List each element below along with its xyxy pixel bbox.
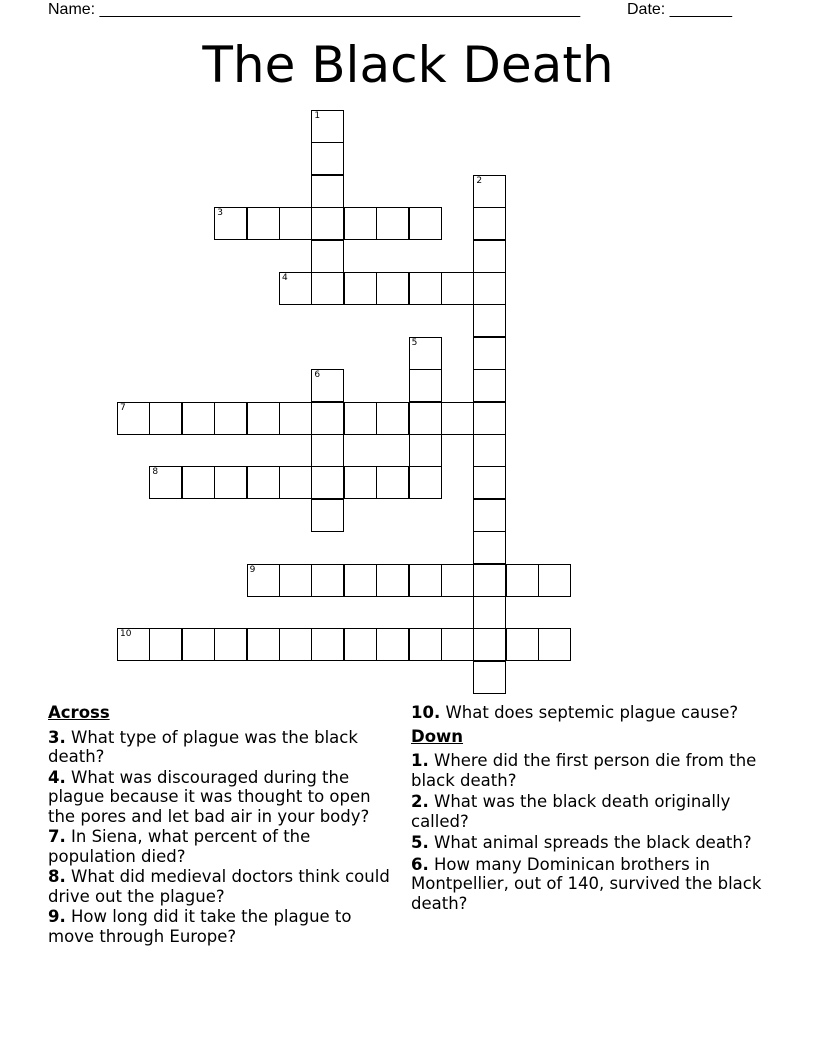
page-title: The Black Death — [202, 36, 614, 94]
grid-cell[interactable] — [311, 369, 344, 402]
cell-number: 3 — [217, 208, 223, 219]
grid-cell[interactable] — [149, 466, 182, 499]
grid-cell[interactable] — [214, 207, 247, 240]
grid-cell[interactable] — [311, 142, 344, 175]
grid-cell[interactable] — [376, 272, 409, 305]
grid-cell[interactable] — [473, 369, 506, 402]
clue-down — [411, 792, 771, 831]
clue-across — [48, 827, 400, 866]
grid-cell[interactable] — [473, 499, 506, 532]
grid-cell[interactable] — [182, 402, 215, 435]
clue-across — [48, 907, 400, 946]
grid-cell[interactable] — [409, 402, 442, 435]
grid-cell[interactable] — [409, 434, 442, 467]
grid-cell[interactable] — [279, 402, 312, 435]
clue-text: How many Dominican brothers in Montpellier, out of 140, survived the black death? — [411, 854, 762, 913]
cell-number: 5 — [411, 337, 418, 348]
clue-across — [48, 768, 400, 827]
grid-cell[interactable] — [409, 564, 442, 597]
grid-cell[interactable] — [473, 304, 506, 337]
grid-cell[interactable] — [473, 661, 506, 694]
grid-cell[interactable] — [279, 272, 312, 305]
cell-number: 4 — [282, 273, 288, 283]
grid-cell[interactable] — [311, 466, 344, 499]
clue-down — [411, 751, 771, 790]
clue-across — [411, 703, 771, 723]
grid-cell[interactable] — [311, 175, 344, 208]
grid-cell[interactable] — [376, 466, 409, 499]
clue-number: 10. — [411, 703, 441, 722]
clue-text: How long did it take the plague to move through Europe? — [48, 907, 352, 946]
grid-cell[interactable] — [311, 499, 344, 532]
clue-text: What was the black death originally called? — [411, 792, 731, 831]
grid-cell[interactable] — [344, 272, 377, 305]
grid-cell[interactable] — [376, 207, 409, 240]
grid-cell[interactable] — [311, 272, 344, 305]
clue-number: 2. — [411, 792, 429, 811]
grid-cell[interactable] — [247, 207, 280, 240]
grid-cell[interactable] — [344, 402, 377, 435]
cell-number: 10 — [120, 629, 132, 640]
clue-down — [411, 855, 771, 914]
grid-cell[interactable] — [441, 564, 474, 597]
grid-cell[interactable] — [473, 564, 506, 597]
grid-cell[interactable] — [247, 628, 280, 661]
grid-cell[interactable] — [538, 628, 571, 661]
grid-cell[interactable] — [117, 402, 150, 435]
across-heading: Across — [48, 703, 110, 722]
clue-text: What does septemic plague cause? — [445, 703, 739, 722]
down-heading: Down — [411, 726, 464, 746]
grid-cell[interactable] — [311, 402, 344, 435]
grid-cell[interactable] — [214, 628, 247, 661]
grid-cell[interactable] — [247, 564, 280, 597]
grid-cell[interactable] — [247, 402, 280, 435]
cell-number: 6 — [314, 370, 321, 381]
clue-text: What was discouraged during the plague because it was thought to open the pores and let bad air in your body? — [48, 767, 371, 826]
grid-cell[interactable] — [376, 564, 409, 597]
grid-cell[interactable] — [409, 337, 442, 370]
date-field-label: Date: _______ — [627, 1, 732, 18]
clue-text: What type of plague was the black death? — [48, 727, 358, 766]
grid-cell[interactable] — [376, 628, 409, 661]
clue-text: What animal spreads the black death? — [434, 833, 752, 852]
clue-number: 8. — [48, 867, 66, 886]
grid-cell[interactable] — [279, 564, 312, 597]
grid-cell[interactable] — [344, 207, 377, 240]
grid-cell[interactable] — [409, 466, 442, 499]
grid-cell[interactable] — [344, 466, 377, 499]
clue-down — [411, 833, 771, 853]
clue-text: Where did the first person die from the black death? — [411, 751, 757, 790]
clues-right-column — [411, 703, 771, 913]
grid-cell[interactable] — [409, 369, 442, 402]
clue-number: 1. — [411, 751, 429, 770]
grid-cell[interactable] — [311, 240, 344, 273]
grid-cell[interactable] — [409, 207, 442, 240]
name-field-label: Name: ______________________________________________________ — [48, 1, 581, 18]
grid-cell[interactable] — [441, 272, 474, 305]
grid-cell[interactable] — [473, 434, 506, 467]
grid-cell[interactable] — [279, 466, 312, 499]
grid-cell[interactable] — [473, 207, 506, 240]
grid-cell[interactable] — [214, 466, 247, 499]
grid-cell[interactable] — [182, 628, 215, 661]
grid-cell[interactable] — [409, 272, 442, 305]
grid-cell[interactable] — [473, 596, 506, 629]
grid-cell[interactable] — [473, 240, 506, 273]
grid-cell[interactable] — [473, 337, 506, 370]
grid-cell[interactable] — [311, 110, 344, 143]
grid-cell[interactable] — [473, 466, 506, 499]
cell-number: 1 — [314, 111, 321, 121]
grid-cell[interactable] — [149, 628, 182, 661]
grid-cell[interactable] — [247, 466, 280, 499]
grid-cell[interactable] — [409, 628, 442, 661]
clue-number: 5. — [411, 833, 429, 852]
clue-text: What did medieval doctors think could drive out the plague? — [48, 867, 390, 906]
grid-cell[interactable] — [344, 628, 377, 661]
grid-cell[interactable] — [344, 564, 377, 597]
cell-number: 2 — [476, 175, 483, 186]
grid-cell[interactable] — [117, 628, 150, 661]
grid-cell[interactable] — [441, 402, 474, 435]
grid-cell[interactable] — [376, 402, 409, 435]
clue-text: In Siena, what percent of the population died? — [48, 827, 311, 866]
cell-number: 9 — [249, 564, 256, 575]
grid-cell[interactable] — [311, 207, 344, 240]
grid-cell[interactable] — [441, 628, 474, 661]
grid-cell[interactable] — [473, 175, 506, 208]
grid-cell[interactable] — [473, 402, 506, 435]
grid-cell[interactable] — [473, 628, 506, 661]
grid-cell[interactable] — [311, 628, 344, 661]
grid-cell[interactable] — [506, 564, 539, 597]
cell-number: 8 — [152, 467, 159, 478]
grid-cell[interactable] — [473, 272, 506, 305]
grid-cell[interactable] — [279, 628, 312, 661]
grid-cell[interactable] — [279, 207, 312, 240]
cell-number: 7 — [120, 402, 126, 413]
clue-number: 7. — [48, 827, 66, 846]
grid-cell[interactable] — [311, 564, 344, 597]
grid-cell[interactable] — [149, 402, 182, 435]
clue-across — [48, 728, 400, 767]
grid-cell[interactable] — [506, 628, 539, 661]
grid-cell[interactable] — [182, 466, 215, 499]
grid-cell[interactable] — [473, 531, 506, 564]
grid-cell[interactable] — [311, 434, 344, 467]
clue-number: 3. — [48, 727, 66, 747]
clue-across — [48, 867, 400, 906]
clue-number: 6. — [411, 854, 429, 874]
clue-number: 4. — [48, 767, 66, 787]
grid-cell[interactable] — [214, 402, 247, 435]
grid-cell[interactable] — [538, 564, 571, 597]
clues-left-column — [48, 703, 400, 947]
clue-number: 9. — [48, 907, 66, 926]
